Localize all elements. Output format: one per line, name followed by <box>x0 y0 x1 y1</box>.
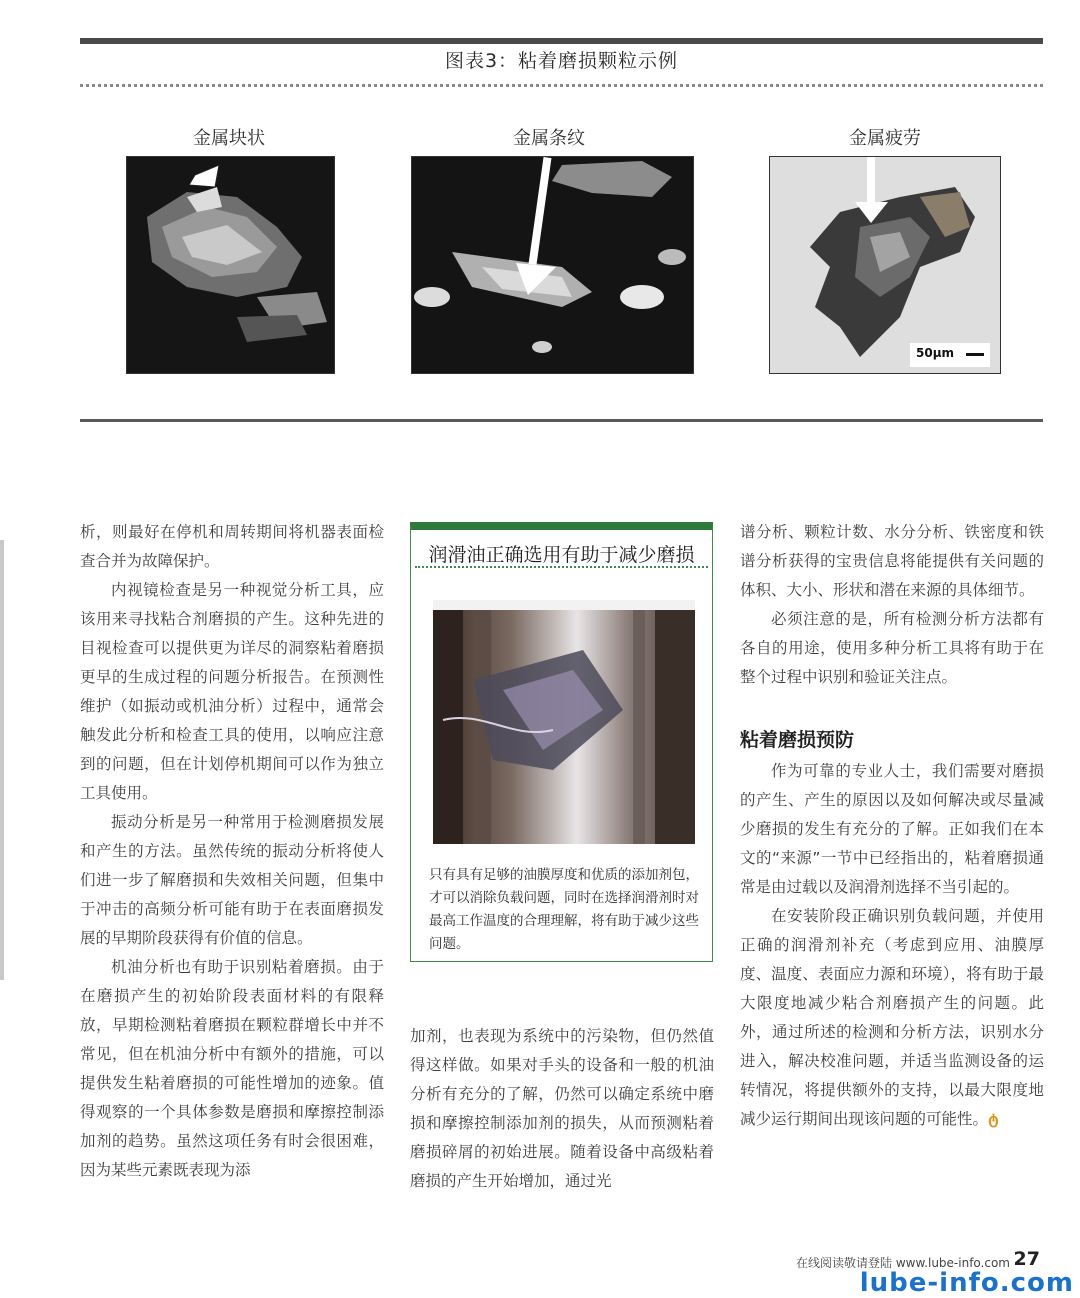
col1-paragraph: 内视镜检查是另一种视觉分析工具，应该用来寻找粘合剂磨损的产生。这种先进的目视检查可以提供更为详尽的洞察粘着磨损更早的生成过程的问题分析报告。在预测性维护（如振动或机油分析）过程中，通常会触发此分析和检查工具的使用，以响应注意到的问题，但在计划停机期间可以作为独立工具使用。 <box>80 581 384 802</box>
panel-label-3: 金属疲劳 <box>849 128 921 149</box>
page-number: 27 <box>1013 1248 1040 1270</box>
sidebar-box <box>410 522 713 962</box>
column-1 <box>80 518 384 1185</box>
watermark: lube-info.com <box>859 1268 1074 1298</box>
worn-shaft-photo <box>433 600 695 844</box>
end-mark-icon: ტ <box>988 1110 999 1128</box>
col1-paragraph: 析，则最好在停机和周转期间将机器表面检查合并为故障保护。 <box>80 523 384 570</box>
sidebar-title: 润滑油正确选用有助于减少磨损 <box>415 530 708 568</box>
col1-paragraph: 振动分析是另一种常用于检测磨损发展和产生的方法。虽然传统的振动分析将使人们进一步了解磨损和失效相关问题，但集中于冲击的高频分析可能有助于在表面磨损发展的早期阶段获得有价值的信息。 <box>80 813 384 947</box>
page-edge <box>0 540 4 980</box>
col2-paragraph: 加剂，也表现为系统中的污染物，但仍然值得这样做。如果对手头的设备和一般的机油分析有充分的了解，仍然可以确定系统中磨损和摩擦控制添加剂的损失，从而预测粘着磨损碎屑的初始进展。随着设备中高级粘着磨损的产生开始增加，通过光 <box>410 1027 714 1190</box>
panel-label-2: 金属条纹 <box>513 128 585 149</box>
column-2 <box>410 1022 714 1196</box>
col3-paragraph: 必须注意的是，所有检测分析方法都有各自的用途，使用多种分析工具将有助于在整个过程中识别和验证关注点。 <box>740 610 1044 686</box>
wear-particle-photo-1 <box>126 156 335 374</box>
scale-bar-label: 50μm <box>916 346 955 360</box>
footer-text: 在线阅读敬请登陆 www.lube-info.com <box>796 1256 1010 1270</box>
wear-particle-photo-3 <box>769 156 1001 374</box>
figure-bottom-rule <box>80 419 1043 422</box>
column-3 <box>740 518 1044 1134</box>
dotted-divider <box>80 84 1043 87</box>
panel-label-1: 金属块状 <box>193 128 265 149</box>
section-heading: 粘着磨损预防 <box>740 729 855 751</box>
col3-final-text: 在安装阶段正确识别负载问题，并使用正确的润滑剂补充（考虑到应用、油膜厚度、温度、表面应力源和环境），将有助于最大限度地减少粘合剂磨损产生的问题。此外，通过所述的检测和分析方法，识别水分进入，解决校准问题，并适当监测设备的运转情况，将提供额外的支持，以最大限度地减少运行期间出现该问题的可能性。 <box>740 907 1044 1128</box>
top-rule <box>80 38 1043 44</box>
col3-paragraph <box>740 902 1044 1134</box>
wear-particle-photo-2 <box>411 156 694 374</box>
col3-paragraph: 谱分析、颗粒计数、水分分析、铁密度和铁谱分析获得的宝贵信息将能提供有关问题的体积、大小、形状和潜在来源的具体细节。 <box>740 523 1044 599</box>
col1-paragraph: 机油分析也有助于识别粘着磨损。由于在磨损产生的初始阶段表面材料的有限释放，早期检测粘着磨损在颗粒群增长中并不常见，但在机油分析中有额外的措施，可以提供发生粘着磨损的可能性增加的迹象。值得观察的一个具体参数是磨损和摩擦控制添加剂的趋势。虽然这项任务有时会很困难，因为某些元素既表现为添 <box>80 958 384 1179</box>
figure-title: 图表3：粘着磨损颗粒示例 <box>444 50 679 72</box>
col3-paragraph: 作为可靠的专业人士，我们需要对磨损的产生、产生的原因以及如何解决或尽量减少磨损的发生有充分的了解。正如我们在本文的“来源”一节中已经指出的，粘着磨损通常是由过载以及润滑剂选择不当引起的。 <box>740 762 1044 896</box>
sidebar-caption: 只有具有足够的油膜厚度和优质的添加剂包，才可以消除负载问题，同时在选择润滑剂时对最高工作温度的合理理解，将有助于减少这些问题。 <box>429 867 699 952</box>
